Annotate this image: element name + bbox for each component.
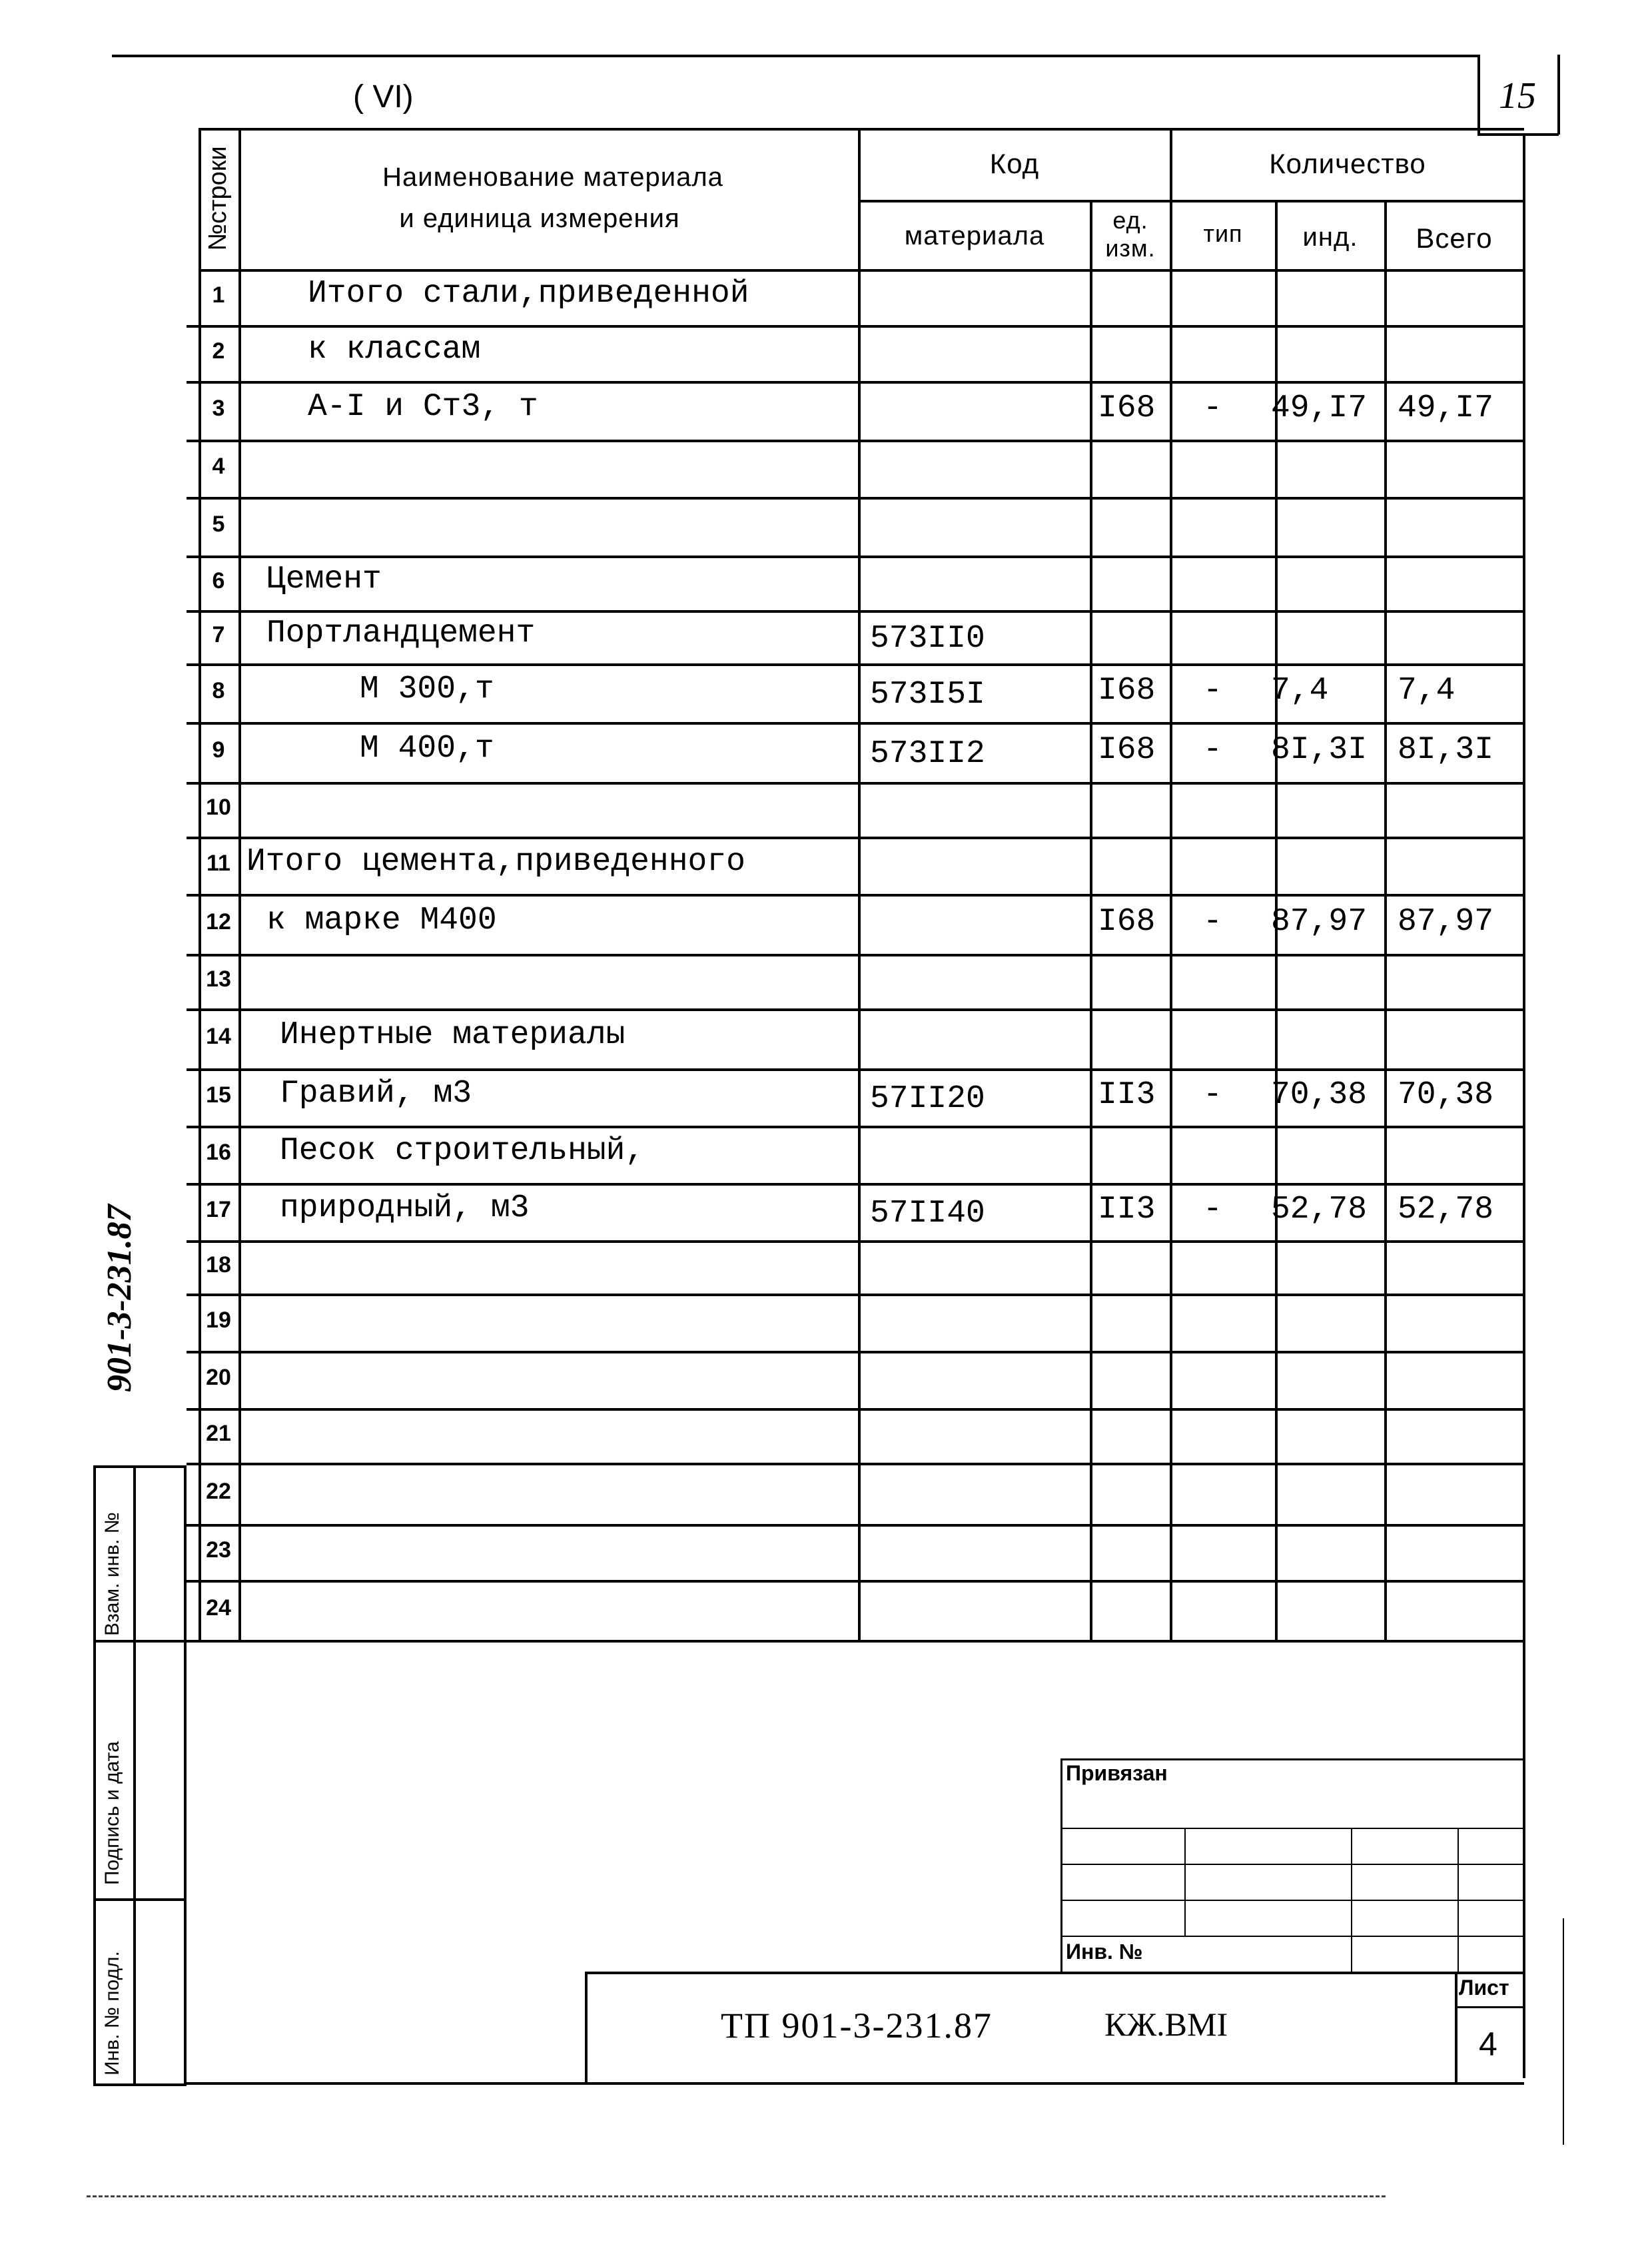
row-number: 16 [206,1140,231,1165]
row-individual-qty: 7,4 [1271,673,1329,709]
row-number: 15 [206,1082,231,1108]
header-unit-line2: изм. [1105,234,1156,262]
row-number: 11 [206,851,230,876]
side-label-podpis: Подпись и дата [101,1741,123,1885]
row-number: 20 [206,1365,231,1390]
row-number: 1 [212,282,225,308]
row-number: 13 [206,966,231,992]
row-individual-qty: 49,I7 [1271,390,1368,426]
row-type: - [1203,1192,1222,1228]
section-marker: ( VI) [353,79,414,115]
title-document-code: ТП 901-3-231.87 [721,2006,993,2046]
row-number: 21 [206,1421,231,1446]
row-number: 22 [206,1479,231,1504]
row-unit-code: I68 [1098,390,1156,426]
row-material-code: 573II2 [870,736,985,772]
row-total-qty: 8I,3I [1398,732,1494,768]
row-material-name: Цемент [266,561,382,597]
header-quantity: Количество [1269,148,1426,179]
row-number: 24 [206,1595,231,1621]
row-material-name: Итого цемента,приведенного [246,844,745,880]
row-total-qty: 49,I7 [1398,390,1494,426]
row-individual-qty: 52,78 [1271,1192,1368,1228]
row-total-qty: 7,4 [1398,673,1455,709]
row-material-name: Гравий, м3 [280,1076,472,1112]
row-type: - [1203,732,1222,768]
header-unit-line1: ед. [1112,206,1148,234]
side-label-vzam: Взам. инв. № [101,1512,123,1636]
sheet-number: 4 [1479,2026,1497,2063]
header-name-line2: и единица измерения [399,204,680,233]
row-number: 7 [212,622,225,647]
row-total-qty: 52,78 [1398,1192,1494,1228]
row-individual-qty: 8I,3I [1271,732,1368,768]
row-number: 23 [206,1537,231,1563]
header-rownum: №строки [204,146,232,251]
row-total-qty: 70,38 [1398,1077,1494,1113]
row-material-name: М 300,т [360,671,494,707]
row-material-name: Инертные материалы [280,1017,625,1053]
header-name-line1: Наименование материала [382,163,723,192]
side-label-inv-podl: Инв. № подл. [101,1951,123,2075]
row-number: 4 [212,454,225,479]
scan-bottom-dashes [87,2195,1386,2197]
header-material: материала [904,221,1045,250]
row-number: 8 [212,678,225,703]
row-number: 9 [212,737,225,763]
sheet-label: Лист [1459,1976,1509,2000]
row-total-qty: 87,97 [1398,904,1494,940]
row-number: 10 [206,795,231,820]
row-type: - [1203,390,1222,426]
row-material-name: природный, м3 [280,1190,530,1226]
scan-edge-line [1563,1918,1564,2145]
row-material-code: 573I5I [870,677,985,713]
header-code: Код [989,148,1040,179]
row-type: - [1203,1077,1222,1113]
row-material-name: М 400,т [360,731,494,767]
row-number: 2 [212,338,225,364]
row-material-name: к марке М400 [266,903,497,938]
row-number: 5 [212,512,225,537]
header-ind: инд. [1302,222,1358,252]
row-material-name: Песок строительный, [280,1133,645,1169]
row-material-code: 573II0 [870,621,985,657]
row-number: 19 [206,1308,231,1333]
page-number: 15 [1499,75,1536,117]
row-material-code: 57II20 [870,1081,985,1117]
row-number: 6 [212,568,225,593]
title-mark: КЖ.ВМI [1104,2006,1228,2043]
row-number: 3 [212,396,225,421]
header-type: тип [1203,220,1243,247]
row-number: 12 [206,909,231,934]
header-total: Всего [1416,222,1493,254]
row-material-name: Итого стали,приведенной [308,276,749,312]
row-material-name: Портландцемент [266,615,536,651]
row-number: 17 [206,1197,231,1222]
row-unit-code: I68 [1098,732,1156,768]
row-number: 18 [206,1252,231,1278]
row-material-name: к классам [308,332,481,368]
side-document-code: 901-3-231.87 [101,1204,139,1392]
row-unit-code: II3 [1098,1077,1156,1113]
row-individual-qty: 70,38 [1271,1077,1368,1113]
row-type: - [1203,904,1222,940]
inventory-number-label: Инв. № [1066,1940,1143,1964]
row-type: - [1203,673,1222,709]
row-material-code: 57II40 [870,1196,985,1232]
row-unit-code: I68 [1098,673,1156,709]
row-unit-code: II3 [1098,1192,1156,1228]
row-individual-qty: 87,97 [1271,904,1368,940]
binding-label: Привязан [1066,1761,1168,1785]
row-number: 14 [206,1024,231,1049]
row-unit-code: I68 [1098,904,1156,940]
row-material-name: А-I и Ст3, т [308,389,538,425]
